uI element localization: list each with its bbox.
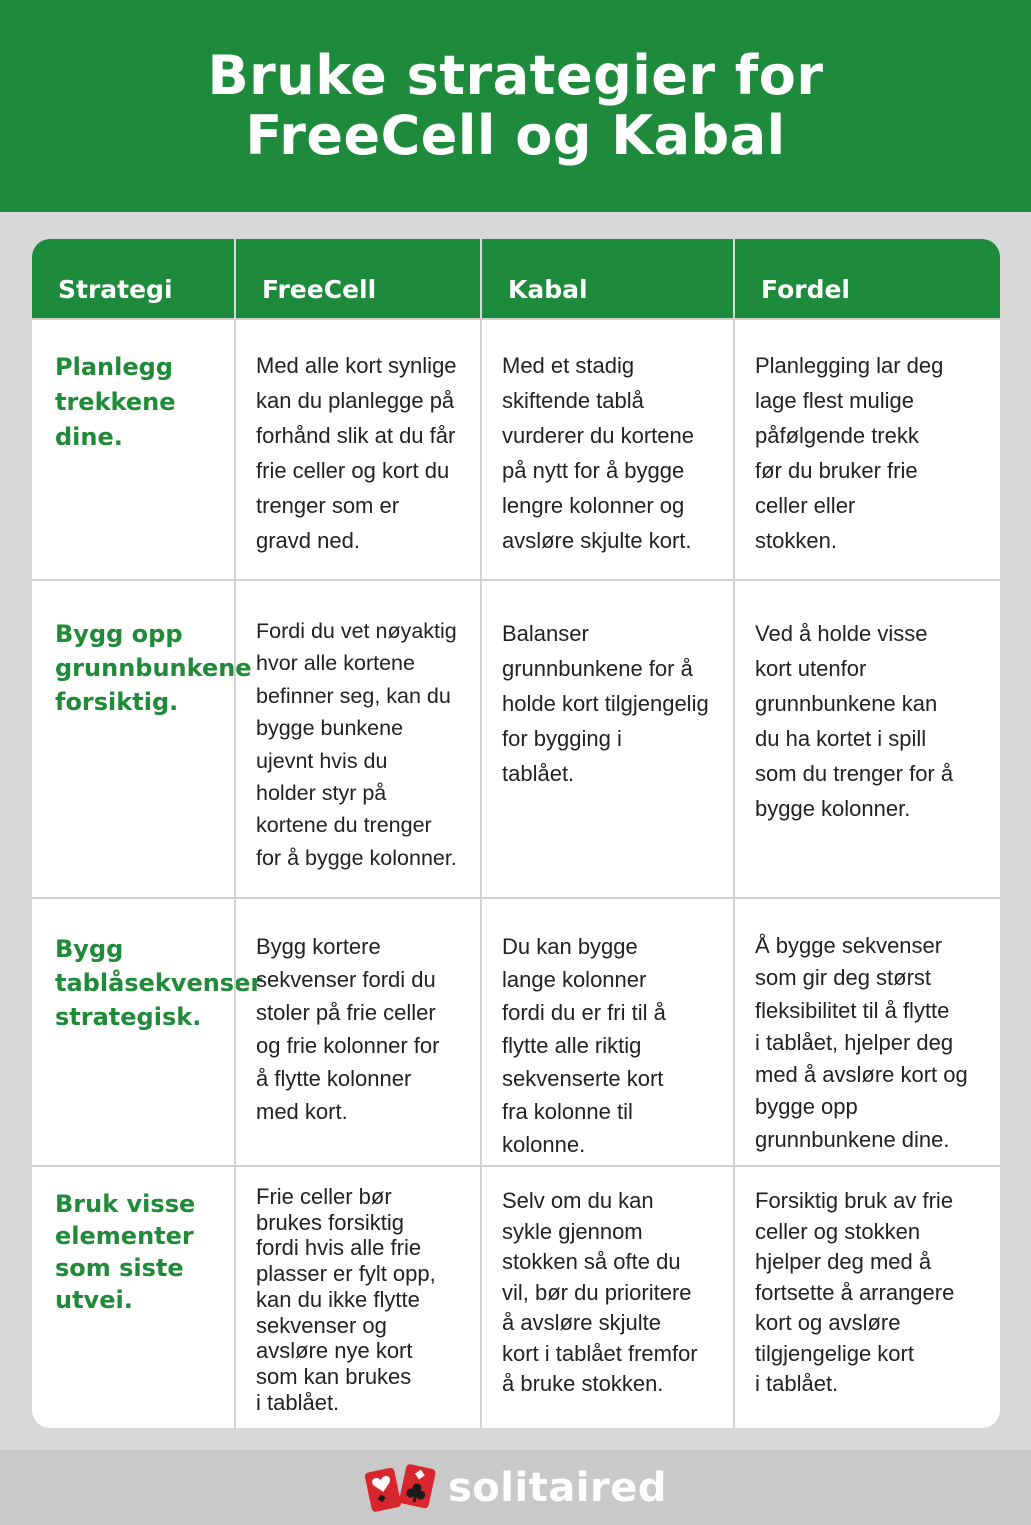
strategy-cell: Bygg tablåsekvenser strategisk. [55,935,263,1031]
strategy-cell: Planlegg trekkene dine. [55,353,176,451]
header-freecell: FreeCell [234,239,480,318]
kabal-cell: Balanser grunnbunkene for å holde kort tilgjengelig for bygging i tablået. [480,581,733,897]
page-title: Bruke strategier for FreeCell og Kabal [207,44,824,167]
header-fordel: Fordel [733,239,1000,318]
header-strategi: Strategi [58,275,173,304]
freecell-cell: Fordi du vet nøyaktig hvor alle kortene befinner seg, kan du bygge bunkene ujevnt hvis du holder styr på kortene du trenger for å bygge kolonner. [234,581,480,897]
footer-bar [0,1450,1031,1525]
strategy-cell: Bygg opp grunnbunkene forsiktig. [55,620,252,716]
solitaired-logo[interactable] [364,1462,667,1514]
logo-text: solitaired [447,1464,668,1511]
table-row [32,1165,1000,1428]
table-row [32,897,1000,1165]
header-kabal: Kabal [480,239,733,318]
table-row [32,318,1000,579]
freecell-cell: Frie celler bør brukes forsiktig fordi hvis alle frie plasser er fylt opp, kan du ikke flytte sekvenser og avsløre nye kort som kan brukes i tablået. [234,1167,480,1428]
fordel-cell: Å bygge sekvenser som gir deg størst fleksibilitet til å flytte i tablået, hjelper deg med å avsløre kort og bygge opp grunnbunkene dine. [733,899,1000,1165]
fordel-cell: Ved å holde visse kort utenfor grunnbunkene kan du ha kortet i spill som du trenger for å bygge kolonner. [733,581,1000,897]
table-row [32,579,1000,897]
strategy-cell: Bruk visse elementer som siste utvei. [55,1190,196,1314]
title-banner [0,0,1031,212]
fordel-cell: Forsiktig bruk av frie celler og stokken hjelper deg med å fortsette å arrangere kort og avsløre tilgjengelige kort i tablået. [733,1167,1000,1428]
kabal-cell: Selv om du kan sykle gjennom stokken så ofte du vil, bør du prioritere å avsløre skjulte kort i tablået fremfor å bruke stokken. [480,1167,733,1428]
freecell-cell: Med alle kort synlige kan du planlegge på forhånd slik at du får frie celler og kort du trenger som er gravd ned. [234,320,480,579]
table-header-row [32,239,1000,318]
playing-cards-icon [364,1462,438,1514]
strategy-table [32,239,1000,1428]
freecell-cell: Bygg kortere sekvenser fordi du stoler på frie celler og frie kolonner for å flytte kolonner med kort. [234,899,480,1165]
kabal-cell: Med et stadig skiftende tablå vurderer du kortene på nytt for å bygge lengre kolonner og avsløre skjulte kort. [480,320,733,579]
kabal-cell: Du kan bygge lange kolonner fordi du er fri til å flytte alle riktig sekvenserte kort fra kolonne til kolonne. [480,899,733,1165]
fordel-cell: Planlegging lar deg lage flest mulige påfølgende trekk før du bruker frie celler eller stokken. [733,320,1000,579]
